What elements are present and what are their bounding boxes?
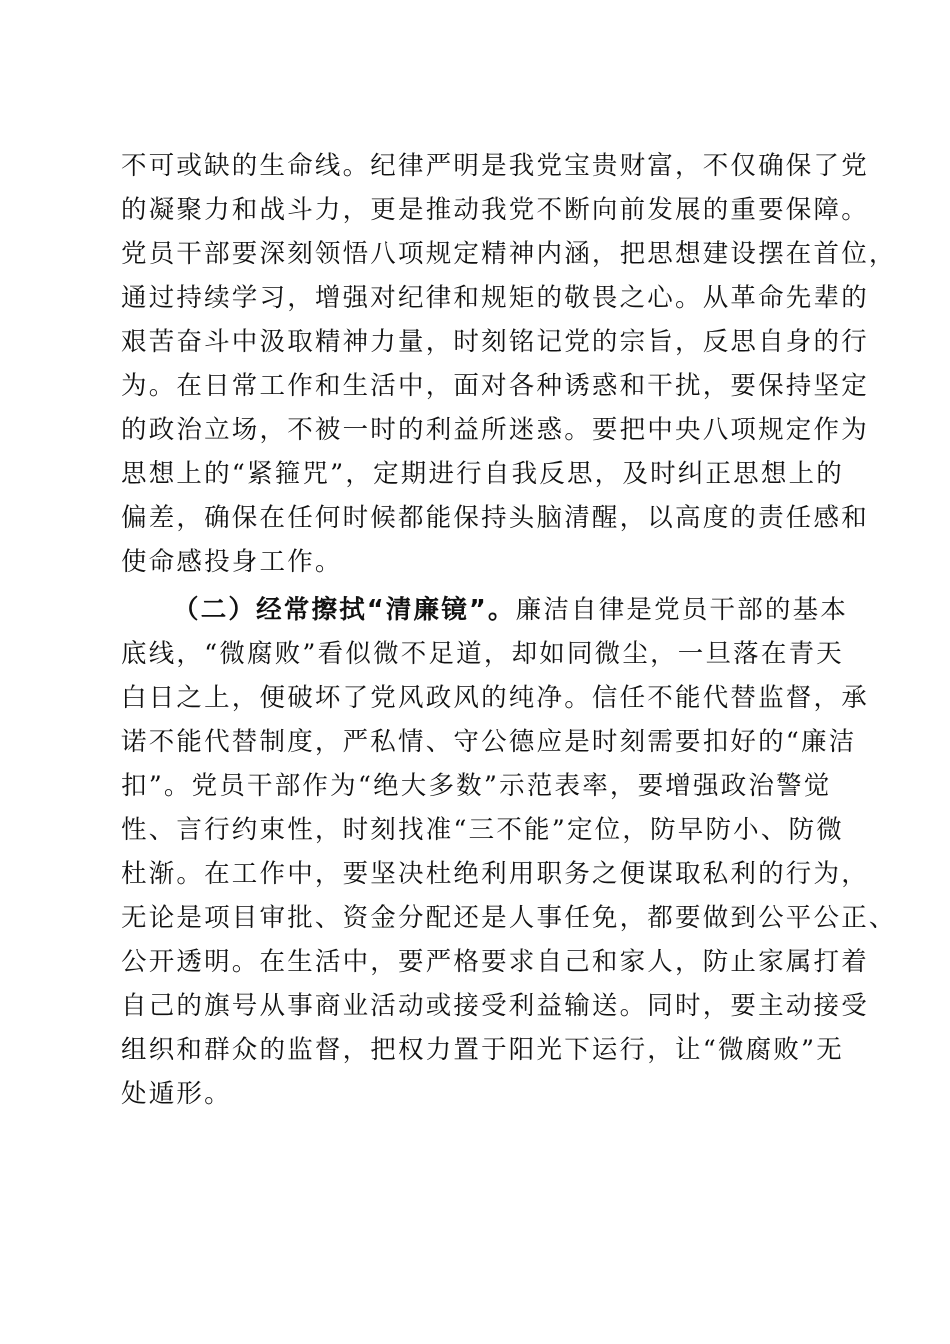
paragraph-2 bbox=[121, 588, 897, 1116]
section-heading: （二）经常擦拭“清廉镜”。 bbox=[173, 595, 516, 625]
paragraph-1-line: 通过持续学习，增强对纪律和规矩的敬畏之心。从革命先辈的 bbox=[121, 283, 869, 313]
paragraph-2-line: 杜渐。在工作中，要坚决杜绝利用职务之便谋取私利的行为， bbox=[121, 859, 869, 889]
paragraph-2-line: 处遁形。 bbox=[121, 1079, 232, 1109]
paragraph-1-line: 的政治立场，不被一时的利益所迷惑。要把中央八项规定作为 bbox=[121, 415, 869, 445]
paragraph-1 bbox=[121, 144, 897, 584]
paragraph-1-line: 为。在日常工作和生活中，面对各种诱惑和干扰，要保持坚定 bbox=[121, 371, 869, 401]
paragraph-2-first-line-text: 廉洁自律是党员干部的基本 bbox=[515, 595, 849, 625]
paragraph-1-line: 党员干部要深刻领悟八项规定精神内涵，把思想建设摆在首位， bbox=[121, 239, 897, 269]
paragraph-1-line: 偏差，确保在任何时候都能保持头脑清醒，以高度的责任感和 bbox=[121, 503, 869, 533]
paragraph-1-line: 不可或缺的生命线。纪律严明是我党宝贵财富，不仅确保了党 bbox=[121, 151, 869, 181]
paragraph-2-line: 诺不能代替制度，严私情、守公德应是时刻需要扣好的“廉洁 bbox=[121, 727, 857, 757]
paragraph-1-line: 使命感投身工作。 bbox=[121, 547, 343, 577]
paragraph-1-line: 艰苦奋斗中汲取精神力量，时刻铭记党的宗旨，反思自身的行 bbox=[121, 327, 869, 357]
paragraph-2-line: 自己的旗号从事商业活动或接受利益输送。同时，要主动接受 bbox=[121, 991, 869, 1021]
paragraph-2-line: 组织和群众的监督，把权力置于阳光下运行，让“微腐败”无 bbox=[121, 1035, 844, 1065]
paragraph-2-first-line bbox=[121, 588, 849, 632]
paragraph-2-line: 底线，“微腐败”看似微不足道，却如同微尘，一旦落在青天 bbox=[121, 639, 844, 669]
paragraph-2-line: 无论是项目审批、资金分配还是人事任免，都要做到公平公正、 bbox=[121, 903, 897, 933]
paragraph-1-line: 的凝聚力和战斗力，更是推动我党不断向前发展的重要保障。 bbox=[121, 195, 869, 225]
paragraph-2-line: 性、言行约束性，时刻找准“三不能”定位，防早防小、防微 bbox=[121, 815, 844, 845]
paragraph-2-line: 扣”。党员干部作为“绝大多数”示范表率，要增强政治警觉 bbox=[121, 771, 832, 801]
paragraph-2-line: 白日之上，便破坏了党风政风的纯净。信任不能代替监督，承 bbox=[121, 683, 869, 713]
paragraph-2-line: 公开透明。在生活中，要严格要求自己和家人，防止家属打着 bbox=[121, 947, 869, 977]
paragraph-1-line: 思想上的“紧箍咒”，定期进行自我反思，及时纠正思想上的 bbox=[121, 459, 844, 489]
